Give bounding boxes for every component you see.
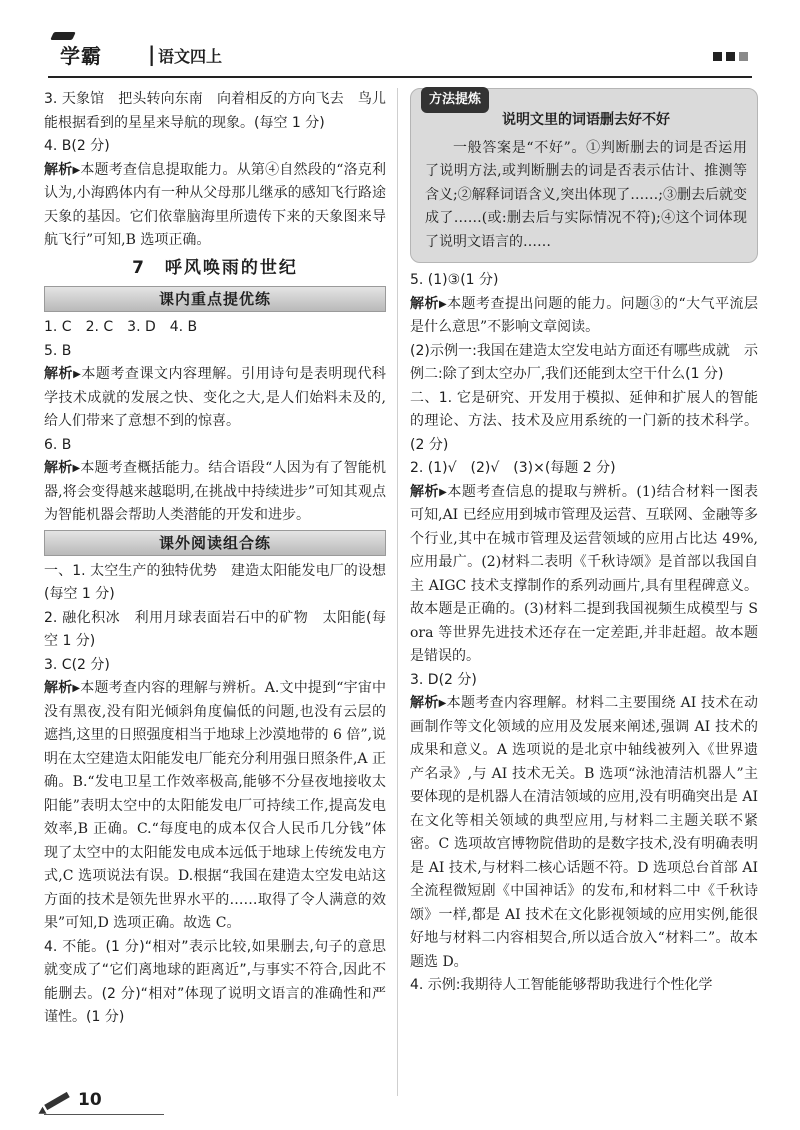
answer-line: 4. B(2 分) — [44, 138, 110, 154]
analysis-label: 解析 — [410, 695, 439, 711]
triangle-icon: ▶ — [72, 164, 81, 176]
answer-line: 2. (1)√ (2)√ (3)×(每题 2 分) — [410, 460, 616, 476]
analysis-paragraph — [410, 692, 758, 974]
answer-line: 4. 不能。(1 分)“相对”表示比较,如果删去,句子的意思就变成了“它们离地球的距离近”,与事实不符合,因此不能删去。(2 分)“相对”体现了说明文语言的准确性和严谨性。(1 分) — [44, 938, 386, 1025]
page-header — [0, 0, 800, 80]
analysis-paragraph — [44, 363, 386, 434]
answer-line: 4. 示例:我期待人工智能能够帮助我进行个性化学 — [410, 977, 713, 993]
square-icon — [739, 52, 748, 61]
answer-line: 5. B — [44, 342, 72, 359]
analysis-paragraph — [410, 481, 758, 669]
triangle-icon: ▶ — [438, 698, 447, 709]
method-badge: 方法提炼 — [421, 87, 489, 113]
analysis-text: 本题考查信息的提取与辨析。(1)结合材料一图表可知,AI 已经应用到城市管理及运营、互联网、金融等多个行业,其中在城市管理及运营领域的应用占比达 49%,应用最广。(2)材料二表明《千秋诗颂》是首部以我国自主 AIGC 技术支撑制作的系列动画片,具有里程碑意义。故本题是正确的。(3)材料二提到我国视频生成模型与 Sora 等世界先进技术还存在一定差距,并非赶超。故本题是错误的。 — [410, 483, 758, 664]
pencil-icon — [44, 1092, 70, 1110]
answer-line: 3. D(2 分) — [410, 671, 477, 688]
analysis-label: 解析 — [44, 366, 74, 382]
column-divider — [397, 88, 398, 1096]
analysis-label: 解析 — [44, 161, 73, 178]
analysis-text: 本题考查内容理解。材料二主要围绕 AI 技术在动画制作等文化领域的应用及发展来阐述,强调 AI 技术的成果和意义。A 选项说的是北京中轴线被列入《世界遗产名录》,与 AI 技术无关。B 选项“泳池清洁机器人”主要体现的是机器人在清洁领域的应用,没有明确突出是 AI 在文化等相关领域的典型应用,与材料二主题关联不紧密。C 选项故宫博物院借助的是数字技术,没有明确表明是 AI 技术,与材料二核心话题不符。D 选项总台首部 AI 全流程微短剧《中国神话》的发布,和材料二中《千秋诗颂》一样,都是 AI 技术在文化影视领域的应用实例,能很好地与材料二内容相契合,所以适合放入“材料二”。故本题选 D。 — [410, 695, 758, 970]
footer-rule — [44, 1114, 164, 1115]
method-title: 说明文里的词语删去好不好 — [502, 112, 670, 128]
section-banner: 课外阅读组合练 — [44, 530, 386, 556]
decor-squares — [713, 52, 748, 61]
logo-separator: | — [148, 42, 156, 66]
answer-line: 一、1. 太空生产的独特优势 建造太阳能发电厂的设想(每空 1 分) — [44, 562, 386, 602]
analysis-text: 本题考查提出问题的能力。问题③的“大气平流层是什么意思”不影响文章阅读。 — [410, 295, 758, 335]
square-icon — [726, 52, 735, 61]
method-body: 一般答案是“不好”。①判断删去的词是否运用了说明方法,或判断删去的词是否表示估计、推测等含义;②解释词语含义,突出体现了……;③删去后就变成了……(或:删去后与实际情况不符);④这个词体现了说明文语言的…… — [425, 139, 747, 250]
analysis-text: 本题考查概括能力。结合语段“人因为有了智能机器,将会变得越来越聪明,在挑战中持续进步”可知其观点为智能机器会帮助人类潜能的开发和进步。 — [44, 460, 386, 523]
answer-line: (2)示例一:我国在建造太空发电站方面还有哪些成就 示例二:除了到太空办厂,我们还能到太空干什么(1 分) — [410, 342, 758, 382]
lesson-title: 7 呼风唤雨的世纪 — [132, 257, 298, 278]
analysis-text: 本题考查内容的理解与辨析。A.文中提到“宇宙中没有黑夜,没有阳光倾斜角度偏低的问题,也没有云层的遮挡,这里的日照强度相当于地球上沙漠地带的 6 倍”,说明在太空建造太阳能发电厂能充分利用强日照条件,A 正确。B.“发电卫星工作效率极高,能够不分昼夜地接收太阳能”表明太空中的太阳能发电厂可持续工作,提高发电效率,B 正确。C.“每度电的成本仅合人民币几分钱”体现了太空中的太阳能发电成本远低于地球上传统发电方式,C 选项说法有误。D.根据“我国在建造太空发电站这方面的技术是领先世界水平的……取得了令人满意的效果”可知,D 选项正确。故选 C。 — [44, 680, 387, 931]
graduation-cap-icon — [50, 32, 76, 40]
analysis-label: 解析 — [410, 483, 440, 500]
logo-text: 学霸 — [60, 44, 102, 68]
pencil-tip-icon — [36, 1107, 46, 1117]
analysis-paragraph — [44, 159, 386, 253]
method-box — [410, 88, 758, 263]
section-banner: 课内重点提优练 — [44, 286, 386, 312]
triangle-icon: ▶ — [72, 463, 81, 474]
left-column — [44, 88, 386, 1030]
analysis-paragraph — [44, 677, 386, 936]
analysis-label: 解析 — [44, 680, 73, 696]
answer-line: 6. B — [44, 436, 72, 453]
analysis-text: 本题考查课文内容理解。引用诗句是表明现代科学技术成就的发展之快、变化之大,是人们始料未及的,给人们带来了意想不到的惊喜。 — [44, 366, 387, 429]
analysis-label: 解析 — [410, 295, 439, 312]
triangle-icon: ▶ — [439, 486, 448, 498]
triangle-icon: ▶ — [438, 298, 448, 310]
answer-line: 3. 天象馆 把头转向东南 向着相反的方向飞去 鸟儿能根据看到的星星来导航的现象。(每空 1 分) — [44, 91, 386, 131]
square-icon — [713, 52, 722, 61]
analysis-paragraph — [410, 293, 758, 340]
analysis-text: 本题考查信息提取能力。从第④自然段的“洛克利认为,小海鸥体内有一种从父母那儿继承的感知飞行路途天象的基因。它们依靠脑海里所遗传下来的天象图来导航飞行”可知,B 选项正确。 — [44, 161, 386, 248]
triangle-icon: ▶ — [72, 683, 81, 694]
answer-line: 3. C(2 分) — [44, 656, 110, 673]
answer-line: 2. 融化积冰 利用月球表面岩石中的矿物 太阳能(每空 1 分) — [44, 609, 386, 649]
answer-line: 1. C 2. C 3. D 4. B — [44, 319, 198, 335]
page-number: 10 — [78, 1090, 102, 1110]
answer-line: 5. (1)③(1 分) — [410, 272, 499, 288]
analysis-paragraph — [44, 457, 386, 528]
triangle-icon: ▶ — [73, 369, 82, 380]
header-rule — [48, 76, 752, 78]
right-column-content — [410, 269, 758, 998]
right-column — [410, 88, 758, 998]
analysis-label: 解析 — [44, 460, 73, 476]
subject-label: 语文四上 — [158, 47, 223, 66]
answer-line: 二、1. 它是研究、开发用于模拟、延伸和扩展人的智能的理论、方法、技术及应用系统的一门新的技术科学。(2 分) — [410, 389, 758, 453]
